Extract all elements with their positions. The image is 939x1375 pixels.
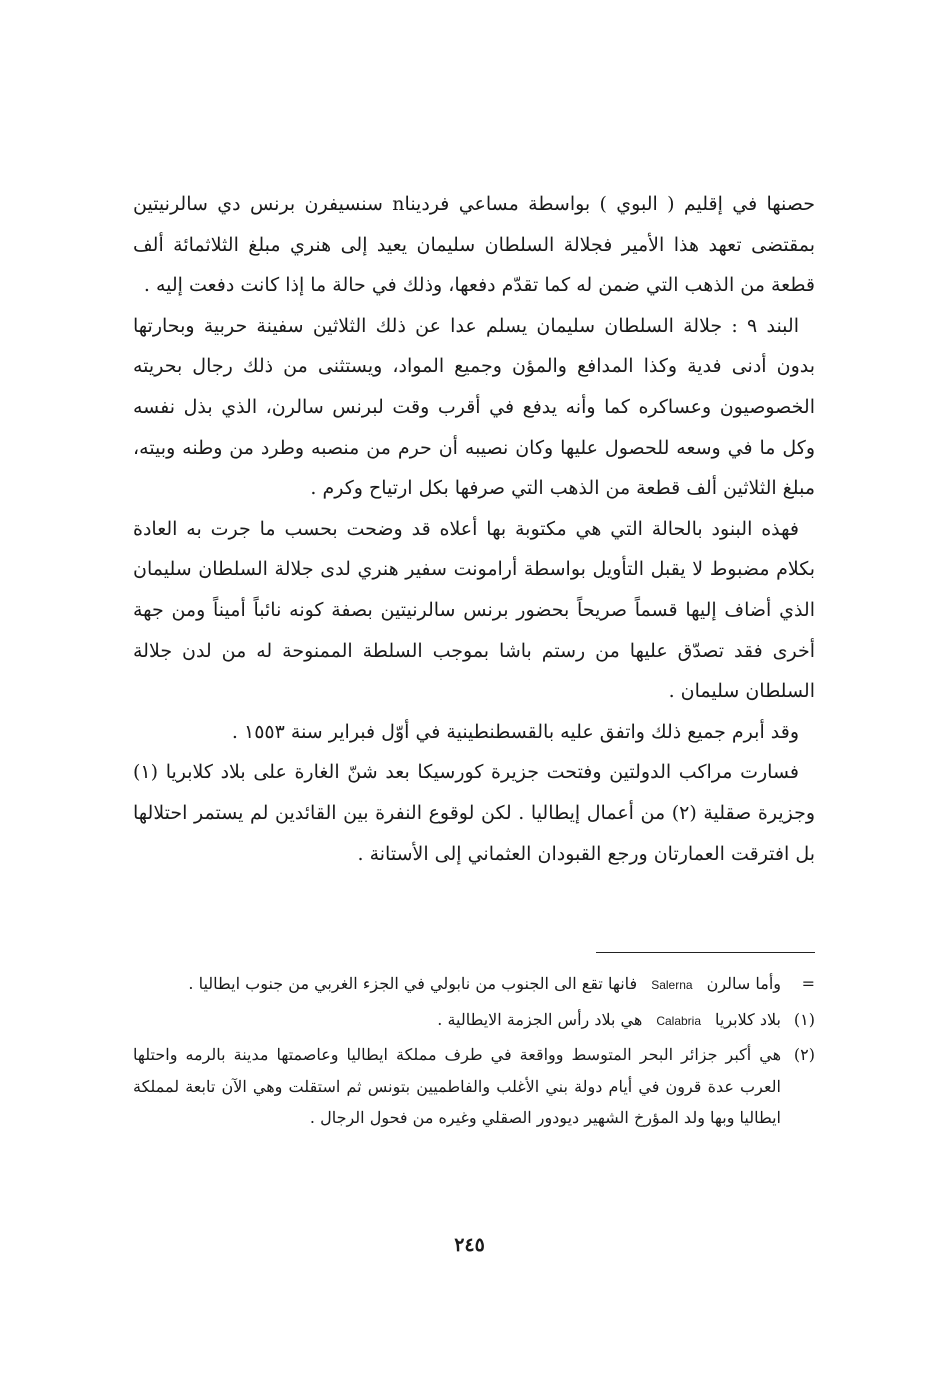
footnote-text [133,968,781,1002]
footnote-text [133,1004,781,1038]
paragraph-1: حصنها في إقليم ( البوي ) بواسطة مساعي فرديناn سنسيفرن برنس دي سالرنيتين بمقتضى تعهد هذا الأمير فجلالة السلطان سليمان يعيد إلى هنري مبلغ الثلاثمائة ألف قطعة من الذهب التي ضمن له كما تقدّم دفعها، وذلك في حالة ما إذا كانت دفعت إليه . [133,193,815,297]
footnote-text-part: وأما سالرن [706,974,781,993]
footnote-separator [596,952,815,953]
paragraph-5: فسارت مراكب الدولتين وفتحت جزيرة كورسيكا بعد شنّ الغارة على بلاد كلابريا (١) وجزيرة صقلية (٢) من أعمال إيطاليا . لكن لوقوع النفرة بين القائدين لم يستمر احتلالها بل افترقت العمارتان ورجع القبودان العثماني إلى الأستانة . [133,761,816,865]
footnote-mark: (٢) [793,1045,815,1064]
footnote-text: هي أكبر جزائر البحر المتوسط وواقعة في طرف مملكة ايطاليا وعاصمتها مدينة بالرمه واحتلها العرب عدة قرون في أيام دولة بني الأغلب والفاطميين بتونس ثم استقلت وهي الآن تابعة لمملكة ايطاليا وبها ولد المؤرخ الشهير ديودور الصقلي وغيره من فحول الرجال . [133,1045,782,1127]
paragraph-4: وقد أبرم جميع ذلك واتفق عليه بالقسطنطينية في أوّل فبراير سنة ١٥٥٣ . [231,720,799,743]
footnote-latin-term: Salerna [651,978,693,992]
footnote-mark: (١) [793,1009,815,1029]
footnote-text-part: فانها تقع الى الجنوب من نابولي في الجزء الغربي من جنوب ايطاليا . [188,974,638,993]
footnote-text-part: بلاد كلابريا [715,1009,781,1029]
footnote-text-part: هي بلاد رأس الجزمة الايطالية . [437,1009,643,1029]
paragraph-3: فهذه البنود بالحالة التي هي مكتوبة بها أعلاه قد وضحت بحسب ما جرت به العادة بكلام مضبوط لا يقبل التأويل بواسطة أرامونت سفير هنري لدى جلالة السلطان سليمان الذي أضاف إليها قسماً صريحاً بحضور برنس سالرنيتين بصفة كونه نائباً أميناً ومن جهة أخرى فقد تصدّق عليها من رستم باشا بموجب السلطة الممنوحة له من لدن جلالة السلطان سليمان . [133,517,815,703]
footnote-1 [133,1004,815,1038]
footnote-latin-term: Calabria [656,1013,702,1028]
footnote-continued [133,968,815,1002]
paragraph-2: البند ٩ : جلالة السلطان سليمان يسلم عدا عن ذلك الثلاثين سفينة حربية وبحارتها بدون أدنى فدية وكذا المدافع والمؤن وجميع المواد، ويستثنى من ذلك رجال بحريته الخصوصيون وعساكره كما وأنه يدفع في أقرب وقت لبرنس سالرن، الذي بذل نفسه وكل ما في وسعه للحصول عليها وكان نصيبه أن حرم من منصبه وطرد من وطنه وبيته، مبلغ الثلاثين ألف قطعة من الذهب التي صرفها بكل ارتياح وكرم . [133,314,815,500]
footnote-2 [133,1039,815,1134]
main-text [133,184,815,874]
footnotes [133,968,815,1136]
footnote-mark: = [801,974,815,993]
page-number: ٢٤٥ [454,1234,485,1256]
